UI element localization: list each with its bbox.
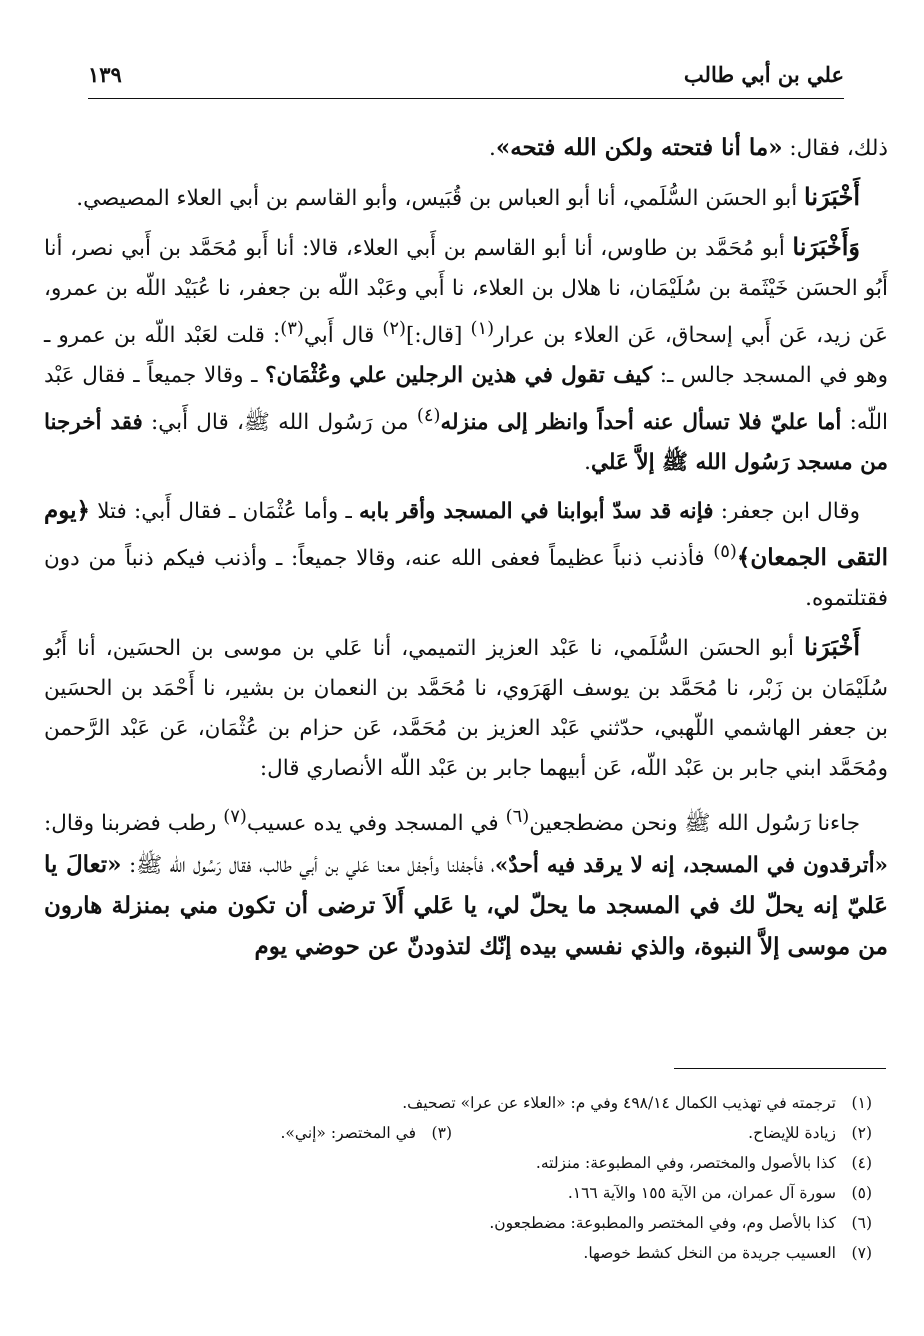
footnote-number: (١) <box>851 1094 872 1112</box>
text-run: أبو الحسَن السُّلَمي، أنا أبو العباس بن قُبَيس، وأبو القاسم بن أبي العلاء المصيصي. <box>76 186 805 211</box>
footnote-number: (٢) <box>851 1124 872 1142</box>
footnote-number: (٥) <box>851 1184 872 1202</box>
footnote-1 <box>44 1088 872 1118</box>
text-run: . <box>584 450 591 476</box>
footnote-ref: (٢) <box>382 318 406 339</box>
footnote-ref: (٣) <box>280 318 304 339</box>
text-run: ، قال أَبي: <box>142 410 244 436</box>
text-run: أبو الحسَن السُّلَمي، نا عَبْد العزيز التميمي، أنا عَلي بن موسى بن الحسَين، أنا أَبُو سُلَيْمَان بن زَبْر، نا مُحَمَّد بن يوسف الهَرَوي، نا مُحَمَّد بن النعمان بن بشير، نا أَحْمَد بن الحسَين بن جعفر الهاشمي اللّهبي، حدّثني عَبْد العزيز بن مُحَمَّد، عَن حزام بن عُثْمَان، عَن عَبْد الرَّحمن ومُحَمَّد ابني جابر بن عَبْد اللّه، عَن أبيهما جابر بن عَبْد اللّه الأنصاري قال: <box>44 636 888 782</box>
footnote-text: العسيب جريدة من النخل كشط خوصها. <box>583 1244 836 1262</box>
bold-text: فإنه قد سدّ أبوابنا في المسجد وأقر بابه <box>359 499 714 525</box>
footnote-text: ترجمته في تهذيب الكمال ٤٩٨/١٤ وفي م: «العلاء عن عرا» تصحيف. <box>402 1094 836 1112</box>
footnote-6 <box>44 1208 872 1238</box>
page-number: ١٣٩ <box>88 62 122 87</box>
footnotes <box>44 1088 872 1268</box>
hadith-quote: «تعالَ يا عَليّ إنه يحلّ لك في المسجد ما يحلّ لي، يا عَلي أَلاَ ترضى أن تكون مني بمنزلة هارون من موسى إلاَّ النبوة، والذي نفسي بيده إنّك لتذودنّ عن حوضي يوم <box>44 850 888 960</box>
footnote-ref: (٧) <box>223 806 247 828</box>
main-text <box>44 128 888 976</box>
footnote-5 <box>44 1178 872 1208</box>
text-run: أبو مُحَمَّد بن طاوس، أنا أبو القاسم بن أَبي العلاء، قالا: أنا أَبو مُحَمَّد بن أَبي نصر، أنا أَبُو الحسَن خَيْثَمة بن سُلَيْمَان، نا هلال بن العلاء، نا أَبي وعَبْد اللّه بن جعفر، نا عُبَيْد اللّه بن عمرو، عَن زيد، عَن أَبي إسحاق، عَن العلاء بن عرار <box>44 236 889 349</box>
text-run: جاءنا رَسُول الله ﷺ ونحن مضطجعين <box>529 811 861 837</box>
running-title: علي بن أبي طالب <box>683 62 844 87</box>
footnote-number: (٦) <box>851 1214 872 1232</box>
quran-verse: ﴿يوم التقى الجمعان﴾ <box>44 497 889 572</box>
paragraph-1 <box>44 128 888 169</box>
bold-text: فقد أخرجنا من مسجد رَسُول الله ﷺ إلاَّ عَلي <box>44 410 888 476</box>
footnote-3 <box>280 1118 452 1148</box>
text-run: قال أَبي <box>303 323 383 349</box>
text-run: ذلك، فقال: <box>782 136 888 161</box>
text-run: : قلت لعَبْد اللّه بن عمرو ـ وهو في المسجد جالس ـ: <box>44 323 889 389</box>
footnote-number: (٤) <box>851 1154 872 1172</box>
bold-text: أما عليّ فلا تسأل عنه أحداً وانظر إلى منزله <box>440 410 842 436</box>
text-run: ـ وقالا جميعاً ـ فقال عَبْد اللّه: <box>44 363 888 436</box>
paragraph-4 <box>44 491 888 619</box>
text-run: وقال ابن جعفر: <box>713 499 860 525</box>
bold-text: كيف تقول في هذين الرجلين علي وعُثْمَان؟ <box>265 363 653 389</box>
footnote-text: زيادة للإيضاح. <box>748 1124 836 1142</box>
running-header <box>88 62 844 98</box>
paragraph-5 <box>44 627 888 789</box>
footnote-number: (٧) <box>851 1244 872 1262</box>
text-run: . <box>488 136 496 161</box>
text-run: من رَسُول الله ﷺ <box>243 410 417 436</box>
footnote-text: في المختصر: «إني». <box>280 1124 416 1142</box>
footnote-2 <box>452 1118 872 1148</box>
paragraph-3 <box>44 227 888 483</box>
footnote-ref: (١) <box>470 318 495 339</box>
footnote-number: (٣) <box>431 1124 452 1142</box>
footnote-text: كذا بالأصل وم، وفي المختصر والمطبوعة: مضطجعون. <box>489 1214 836 1232</box>
text-run: [قال:] <box>405 323 471 349</box>
footnote-ref: (٤) <box>416 405 441 427</box>
paragraph-6 <box>44 797 888 967</box>
footnote-divider <box>674 1068 886 1069</box>
text-run: ، فأجفلنا وأجفل معنا عَلي بن أبي طالب، فقال رَسُول الله ﷺ: <box>121 852 495 878</box>
footnote-ref: (٦) <box>505 806 530 828</box>
isnad-keyword: وَأَخْبَرَنا <box>792 232 860 261</box>
footnote-7 <box>44 1238 872 1268</box>
footnote-row <box>44 1118 872 1148</box>
text-run: فأذنب ذنباً عظيماً فعفى الله عنه، وقالا جميعاً: ـ وأذنب فيكم ذنباً من دون فقتلتموه. <box>44 546 888 612</box>
footnote-text: كذا بالأصول والمختصر، وفي المطبوعة: منزلته. <box>535 1154 836 1172</box>
footnote-text: سورة آل عمران، من الآية ١٥٥ والآية ١٦٦. <box>567 1184 836 1202</box>
text-run: ـ وأما عُثْمَان ـ فقال أَبي: فتلا <box>90 499 360 525</box>
footnote-ref: (٥) <box>713 541 737 563</box>
text-run: في المسجد وفي يده عسيب <box>246 811 506 837</box>
isnad-keyword: أَخْبَرَنا <box>804 182 860 211</box>
paragraph-2 <box>44 177 888 219</box>
isnad-keyword: أَخْبَرَنا <box>804 632 860 662</box>
bold-text: «أترقدون في المسجد، إنه لا يرقد فيه أحدٌ» <box>494 852 888 878</box>
quote-text: «ما أنا فتحته ولكن الله فتحه» <box>495 134 783 161</box>
text-run: رطب فضربنا وقال: <box>44 811 224 837</box>
header-divider <box>88 98 844 99</box>
footnote-4 <box>44 1148 872 1178</box>
